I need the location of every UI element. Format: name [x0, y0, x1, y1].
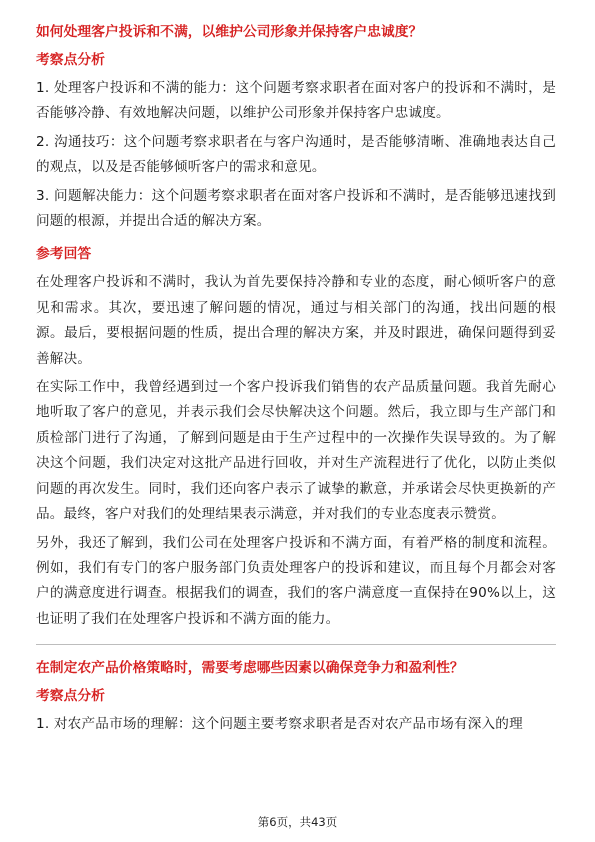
question-1-analysis-item: 2. 沟通技巧：这个问题考察求职者在与客户沟通时，是否能够清晰、准确地表达自己的观点，以及是否能够倾听客户的需求和意见。: [36, 133, 556, 176]
question-1-analysis-item: 3. 问题解决能力：这个问题考察求职者在面对客户投诉和不满时，是否能够迅速找到问题的根源，并提出合适的解决方案。: [36, 187, 556, 230]
question-2-title: 在制定农产品价格策略时，需要考虑哪些因素以确保竞争力和盈利性？: [36, 660, 464, 677]
page-number-footer: 第6页，共43页: [257, 815, 338, 829]
question-1-title: 如何处理客户投诉和不满，以维护公司形象并保持客户忠诚度？: [36, 24, 423, 40]
question-1-answer-paragraph: 另外，我还了解到，我们公司在处理客户投诉和不满方面，有着严格的制度和流程。例如，我们有专门的客户服务部门负责处理客户的投诉和建议，而且每个月都会对客户的满意度进行调查。根据我们的调查，我们的客户满意度一直保持在90%以上，这也证明了我们在处理客户投诉和不满方面的能力。: [36, 534, 556, 627]
question-1-answer-heading: 参考回答: [36, 246, 92, 263]
question-1-answer-paragraph: 在实际工作中，我曾经遇到过一个客户投诉我们销售的农产品质量问题。我首先耐心地听取了客户的意见，并表示我们会尽快解决这个问题。然后，我立即与生产部门和质检部门进行了沟通，了解到问题是由于生产过程中的一次操作失误导致的。为了解决这个问题，我们决定对这批产品进行回收，并对生产流程进行了优化，以防止类似问题的再次发生。同时，我们还向客户表示了诚挚的歉意，并承诺会尽快更换新的产品。最终，客户对我们的处理结果表示满意，并对我们的专业态度表示赞赏。: [36, 379, 556, 523]
question-2-analysis-item: 1. 对农产品市场的理解：这个问题主要考察求职者是否对农产品市场有深入的理: [36, 716, 523, 733]
question-1-answer-paragraph: 在处理客户投诉和不满时，我认为首先要保持冷静和专业的态度，耐心倾听客户的意见和需求。其次，要迅速了解问题的情况，通过与相关部门的沟通，找出问题的根源。最后，要根据问题的性质，提出合理的解决方案，并及时跟进，确保问题得到妥善解决。: [36, 274, 556, 367]
question-1-analysis-item: 1. 处理客户投诉和不满的能力：这个问题考察求职者在面对客户的投诉和不满时，是否能够冷静、有效地解决问题，以维护公司形象并保持客户忠诚度。: [36, 80, 556, 122]
question-2-analysis-heading: 考察点分析: [36, 688, 105, 705]
page-content: [36, 22, 556, 741]
section-divider: [36, 644, 556, 645]
question-1-analysis-heading: 考察点分析: [36, 52, 105, 68]
